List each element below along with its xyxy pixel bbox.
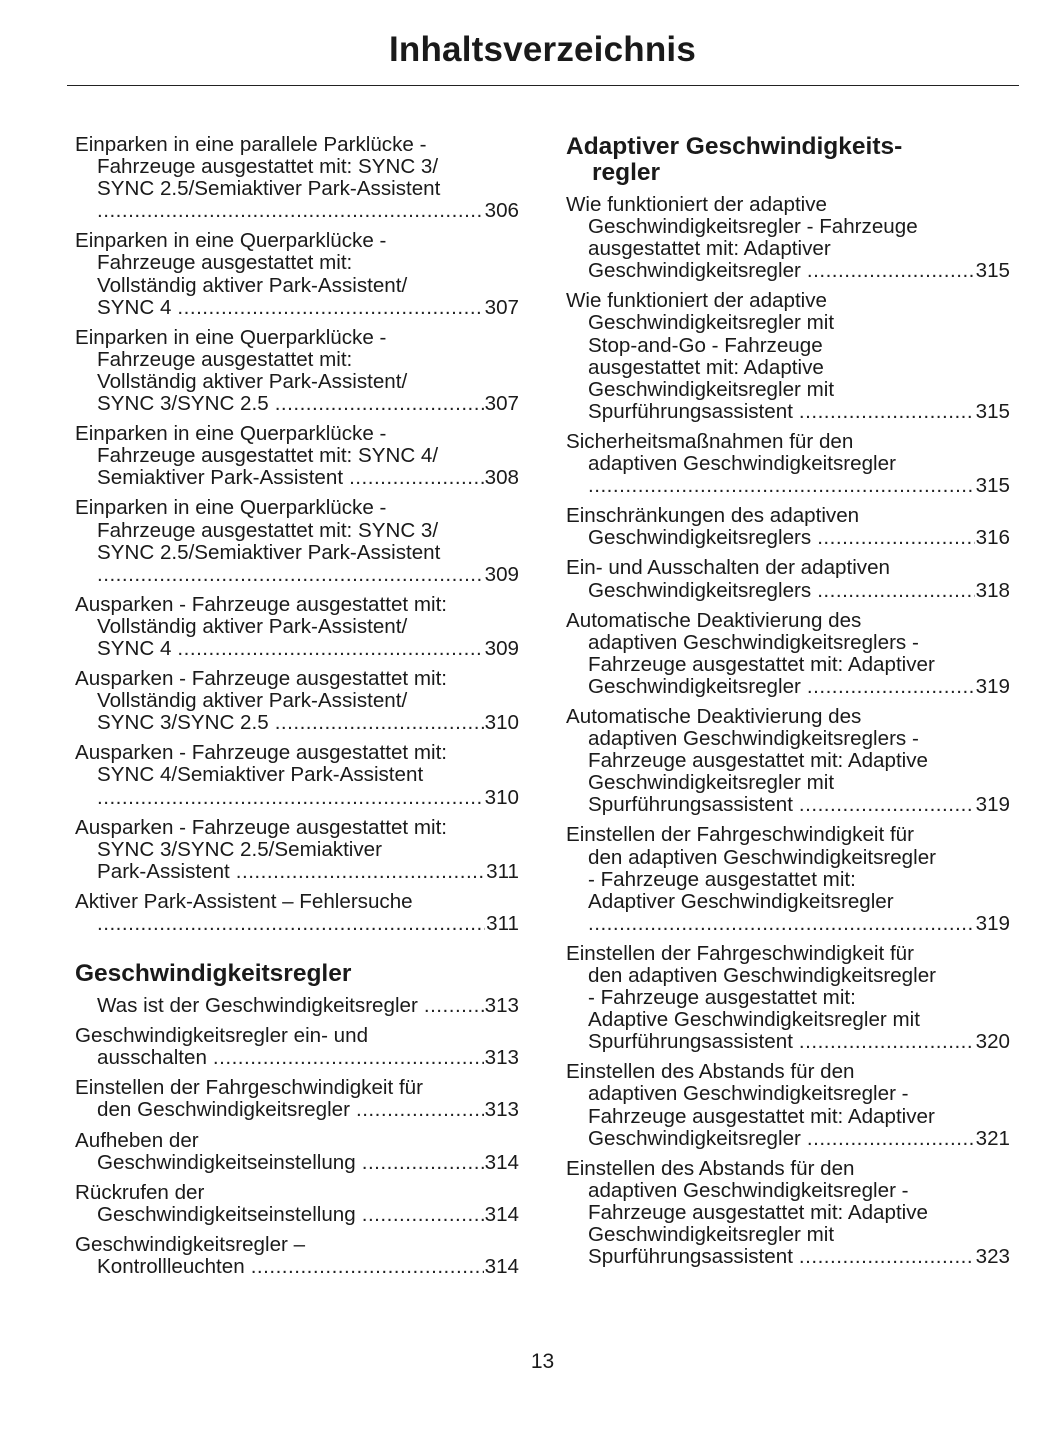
toc-entry-page-number: 315	[975, 474, 1010, 498]
toc-entry[interactable]	[75, 891, 519, 935]
toc-entry-text-line: Fahrzeuge ausgestattet mit: Adaptiver	[588, 1104, 935, 1128]
toc-entry[interactable]	[566, 431, 1010, 497]
dot-leader	[251, 1256, 484, 1278]
toc-entry[interactable]	[75, 497, 519, 585]
dot-leader	[97, 787, 484, 809]
toc-entry-page-number: 314	[484, 1202, 519, 1226]
dot-leader	[799, 1246, 975, 1268]
toc-entry-list-parking	[75, 134, 519, 935]
toc-entry-page-number: 321	[975, 1126, 1010, 1150]
toc-entry-text-line: Einstellen der Fahrgeschwindigkeit für	[75, 1076, 423, 1100]
toc-entry-text-line: Einparken in eine Querparklücke -	[75, 496, 387, 520]
page-number: 13	[530, 1350, 555, 1373]
toc-entry-text-line: Ausparken - Fahrzeuge ausgestattet mit:	[75, 815, 448, 839]
toc-entry[interactable]	[75, 594, 519, 660]
toc-entry-leader-line	[97, 467, 519, 489]
section-heading-adaptive-cruise-control	[566, 134, 1010, 186]
toc-entry-text-line: Sicherheitsmaßnahmen für den	[566, 429, 854, 453]
dot-leader	[236, 861, 485, 883]
toc-entry-page-number: 306	[484, 199, 519, 223]
toc-entry-text-line: SYNC 3/SYNC 2.5	[97, 392, 269, 416]
toc-entry-text-line: adaptiven Geschwindigkeitsregler -	[588, 1178, 909, 1202]
toc-entry-leader-line	[588, 913, 1010, 935]
toc-entry[interactable]	[566, 505, 1010, 549]
dot-leader	[799, 1031, 975, 1053]
toc-entry[interactable]	[75, 134, 519, 222]
toc-entry-page-number: 313	[484, 994, 519, 1018]
toc-entry-text-line: Einparken in eine Querparklücke -	[75, 229, 387, 253]
toc-entry-text-line: Ausparken - Fahrzeuge ausgestattet mit:	[75, 741, 448, 765]
toc-entry-leader-line	[97, 1152, 519, 1174]
toc-entry-text-line: Semiaktiver Park-Assistent	[97, 466, 344, 490]
toc-entry-page-number: 310	[484, 785, 519, 809]
toc-entry-text-line: Geschwindigkeitsregler mit	[588, 311, 835, 335]
toc-entry[interactable]	[566, 290, 1010, 423]
toc-entry-text-line: Spurführungsassistent	[588, 399, 793, 423]
toc-entry-leader-line	[588, 527, 1010, 549]
toc-entry-leader-line	[97, 297, 519, 319]
toc-entry-page-number: 310	[484, 711, 519, 735]
toc-entry-text-line: ausschalten	[97, 1046, 207, 1070]
toc-entry-page-number: 311	[486, 912, 519, 935]
dot-leader	[275, 393, 484, 415]
toc-entry-text-line: SYNC 3/SYNC 2.5/Semiaktiver	[97, 837, 382, 861]
toc-entry-text-line: Einstellen des Abstands für den	[566, 1156, 855, 1180]
toc-entry-text-line: SYNC 4	[97, 295, 172, 319]
toc-entry-text-line: Fahrzeuge ausgestattet mit: Adaptive	[588, 1200, 928, 1224]
toc-entry-leader-line	[588, 580, 1010, 602]
toc-entry-page-number: 319	[975, 674, 1010, 698]
dot-leader	[356, 1099, 484, 1121]
dot-leader	[807, 260, 975, 282]
toc-entry-text-line: SYNC 4/Semiaktiver Park-Assistent	[97, 763, 424, 787]
toc-entry-text-line: ausgestattet mit: Adaptive	[588, 355, 824, 379]
dot-leader	[349, 467, 484, 489]
toc-entry-list-adaptive-cruise-control	[566, 194, 1010, 1268]
toc-entry[interactable]	[75, 423, 519, 489]
toc-entry[interactable]	[566, 610, 1010, 698]
toc-entry[interactable]	[75, 327, 519, 415]
toc-entry-text-line: - Fahrzeuge ausgestattet mit:	[588, 986, 856, 1010]
dot-leader	[807, 1128, 975, 1150]
toc-entry[interactable]	[566, 706, 1010, 816]
toc-entry-text-line: Automatische Deaktivierung des	[566, 704, 862, 728]
toc-entry-text-line: Geschwindigkeitsregler mit	[588, 377, 835, 401]
toc-entry-text-line: Fahrzeuge ausgestattet mit: SYNC 4/	[97, 444, 439, 468]
toc-entry-page-number: 313	[484, 1046, 519, 1070]
toc-entry-text-line: SYNC 3/SYNC 2.5	[97, 711, 269, 735]
toc-entry-leader-line	[97, 787, 519, 809]
toc-entry-leader-line	[97, 1099, 519, 1121]
toc-entry-text-line: Geschwindigkeitsregler	[588, 259, 801, 283]
toc-entry-text-line: adaptiven Geschwindigkeitsregler -	[588, 1082, 909, 1106]
page-title: Inhaltsverzeichnis	[388, 30, 697, 69]
toc-entry[interactable]	[75, 668, 519, 734]
toc-entry-leader-line	[97, 200, 519, 222]
toc-entry-leader-line	[588, 1031, 1010, 1053]
toc-entry-page-number: 315	[975, 399, 1010, 423]
toc-entry-text-line: Geschwindigkeitsregler - Fahrzeuge	[588, 215, 918, 239]
dot-leader	[588, 475, 975, 497]
toc-entry-text-line: Einparken in eine Querparklücke -	[75, 325, 387, 349]
toc-entry[interactable]	[75, 1182, 519, 1226]
toc-entry-text-line: Vollständig aktiver Park-Assistent/	[97, 689, 408, 713]
toc-entry-text-line: Ausparken - Fahrzeuge ausgestattet mit:	[75, 592, 448, 616]
toc-entry-text-line: Spurführungsassistent	[588, 1245, 793, 1269]
toc-entry-text-line: Adaptive Geschwindigkeitsregler mit	[588, 1008, 920, 1032]
toc-entry-text-line: Geschwindigkeitseinstellung	[97, 1150, 356, 1174]
toc-entry-text-line: Geschwindigkeitsreglers	[588, 578, 812, 602]
toc-entry-text-line: Ein- und Ausschalten der adaptiven	[566, 556, 890, 580]
toc-entry[interactable]	[75, 995, 519, 1017]
toc-entry-list-cruise-control	[75, 995, 519, 1278]
toc-entry-text-line: Aufheben der	[75, 1128, 199, 1152]
dot-leader	[362, 1204, 484, 1226]
toc-entry[interactable]	[566, 1158, 1010, 1268]
toc-entry-leader-line	[97, 913, 519, 935]
toc-entry-leader-line	[97, 861, 519, 883]
toc-entry-text-line: Geschwindigkeitsreglers	[588, 526, 812, 550]
dot-leader	[807, 676, 975, 698]
toc-entry-leader-line	[588, 401, 1010, 423]
toc-entry[interactable]	[75, 1025, 519, 1069]
toc-entry-page-number: 314	[484, 1150, 519, 1174]
toc-entry-text-line: Stop-and-Go - Fahrzeuge	[588, 333, 823, 357]
toc-entry-leader-line	[588, 1246, 1010, 1268]
toc-entry-text-line: Geschwindigkeitseinstellung	[97, 1202, 356, 1226]
toc-entry-text-line: Wie funktioniert der adaptive	[566, 289, 827, 313]
toc-entry-text-line: Wie funktioniert der adaptive	[566, 193, 827, 216]
dot-leader	[177, 638, 483, 660]
toc-entry-text-line: Ausparken - Fahrzeuge ausgestattet mit:	[75, 667, 448, 691]
toc-entry-text-line: Fahrzeuge ausgestattet mit:	[97, 251, 353, 275]
toc-entry-page-number: 307	[484, 295, 519, 319]
toc-entry[interactable]	[566, 1061, 1010, 1149]
toc-entry-leader-line	[97, 564, 519, 586]
toc-entry-page-number: 314	[484, 1255, 519, 1279]
toc-entry-text-line: Was ist der Geschwindigkeitsregler	[97, 994, 418, 1018]
toc-entry-page-number: 315	[975, 259, 1010, 283]
toc-entry-text-line: Fahrzeuge ausgestattet mit: Adaptive	[588, 749, 928, 773]
toc-entry-text-line: SYNC 2.5/Semiaktiver Park-Assistent	[97, 177, 441, 201]
toc-entry-text-line: Geschwindigkeitsregler mit	[588, 771, 835, 795]
section-heading-cruise-control: Geschwindigkeitsregler	[75, 960, 352, 988]
dot-leader	[424, 995, 484, 1017]
toc-entry-text-line: Einschränkungen des adaptiven	[566, 504, 860, 528]
toc-entry-page-number: 313	[484, 1098, 519, 1122]
dot-leader	[97, 200, 484, 222]
toc-entry-page-number: 311	[486, 859, 519, 883]
toc-entry-text-line: den Geschwindigkeitsregler	[97, 1098, 350, 1122]
toc-entry-page-number: 308	[484, 466, 519, 490]
toc-entry-leader-line	[588, 260, 1010, 282]
dot-leader	[213, 1047, 484, 1069]
toc-entry-text-line: Vollständig aktiver Park-Assistent/	[97, 273, 408, 297]
toc-entry-page-number: 316	[975, 526, 1010, 550]
toc-entry-leader-line	[97, 638, 519, 660]
dot-leader	[588, 913, 975, 935]
toc-entry-leader-line	[588, 676, 1010, 698]
toc-entry-text-line: den adaptiven Geschwindigkeitsregler	[588, 964, 937, 987]
toc-entry-text-line: Fahrzeuge ausgestattet mit: SYNC 3/	[97, 518, 439, 542]
toc-entry-text-line: Geschwindigkeitsregler –	[75, 1232, 306, 1256]
toc-entry-leader-line	[588, 794, 1010, 816]
toc-entry-text-line: Einparken in eine Querparklücke -	[75, 422, 387, 446]
toc-entry-text-line: - Fahrzeuge ausgestattet mit:	[588, 867, 856, 891]
toc-entry-text-line: Geschwindigkeitsregler	[588, 1126, 801, 1150]
toc-entry[interactable]	[75, 1077, 519, 1121]
toc-entry-text-line: Park-Assistent	[97, 859, 230, 883]
dot-leader	[275, 712, 484, 734]
toc-entry[interactable]	[566, 943, 1010, 1053]
toc-entry-leader-line	[97, 1204, 519, 1226]
toc-entry-leader-line	[97, 1256, 519, 1278]
dot-leader	[362, 1152, 484, 1174]
toc-entry-page-number: 323	[975, 1245, 1010, 1269]
toc-entry[interactable]	[566, 824, 1010, 934]
toc-entry-text-line: Geschwindigkeitsregler	[588, 674, 801, 698]
toc-entry[interactable]	[75, 817, 519, 883]
toc-entry-text-line: Vollständig aktiver Park-Assistent/	[97, 614, 408, 638]
toc-entry-leader-line	[588, 475, 1010, 497]
toc-entry-page-number: 319	[975, 911, 1010, 935]
toc-entry-page-number: 319	[975, 793, 1010, 817]
dot-leader	[817, 580, 974, 602]
title-divider	[67, 85, 1019, 86]
toc-entry-leader-line	[97, 712, 519, 734]
toc-entry-text-line: Einstellen des Abstands für den	[566, 1060, 855, 1084]
toc-left-column	[75, 134, 519, 1286]
toc-entry-text-line: Fahrzeuge ausgestattet mit: Adaptiver	[588, 652, 935, 676]
toc-entry[interactable]	[75, 742, 519, 808]
toc-entry-leader-line	[588, 1128, 1010, 1150]
toc-entry-text-line: Geschwindigkeitsregler ein- und	[75, 1024, 369, 1048]
toc-entry-text-line: Spurführungsassistent	[588, 1030, 793, 1054]
toc-entry-text-line: Fahrzeuge ausgestattet mit:	[97, 347, 353, 371]
toc-entry-text-line: den adaptiven Geschwindigkeitsregler	[588, 845, 937, 869]
toc-entry-text-line: Spurführungsassistent	[588, 793, 793, 817]
toc-entry-text-line: adaptiven Geschwindigkeitsreglers -	[588, 727, 919, 751]
toc-entry[interactable]	[566, 557, 1010, 601]
toc-entry-text-line: Automatische Deaktivierung des	[566, 608, 862, 632]
toc-entry-page-number: 318	[975, 578, 1010, 602]
section-heading-line1: Adaptiver Geschwindigkeits-	[566, 133, 903, 160]
dot-leader	[97, 913, 485, 935]
toc-entry[interactable]	[75, 1234, 519, 1278]
toc-entry[interactable]	[566, 194, 1010, 282]
dot-leader	[177, 297, 483, 319]
toc-entry-page-number: 309	[484, 636, 519, 660]
toc-entry-page-number: 320	[975, 1030, 1010, 1054]
toc-entry-text-line: ausgestattet mit: Adaptiver	[588, 237, 831, 261]
toc-entry-text-line: adaptiven Geschwindigkeitsreglers -	[588, 630, 919, 654]
toc-entry-text-line: adaptiven Geschwindigkeitsregler	[588, 452, 896, 476]
toc-right-column	[566, 134, 1010, 1276]
toc-entry[interactable]	[75, 230, 519, 318]
toc-entry-text-line: Vollständig aktiver Park-Assistent/	[97, 369, 408, 393]
dot-leader	[97, 564, 484, 586]
dot-leader	[817, 527, 974, 549]
toc-entry-text-line: Einstellen der Fahrgeschwindigkeit für	[566, 941, 914, 965]
toc-entry-text-line: Einstellen der Fahrgeschwindigkeit für	[566, 823, 914, 847]
dot-leader	[799, 401, 975, 423]
toc-entry-text-line: Rückrufen der	[75, 1180, 205, 1204]
toc-entry-text-line: Einparken in eine parallele Parklücke -	[75, 133, 427, 156]
toc-entry[interactable]	[75, 1130, 519, 1174]
toc-entry-text-line: Kontrollleuchten	[97, 1255, 245, 1279]
toc-entry-leader-line	[97, 995, 519, 1017]
toc-entry-text-line: Aktiver Park-Assistent – Fehlersuche	[75, 889, 413, 913]
section-heading-line2: regler	[592, 159, 661, 186]
toc-entry-text-line: SYNC 2.5/Semiaktiver Park-Assistent	[97, 540, 441, 564]
dot-leader	[799, 794, 975, 816]
toc-entry-leader-line	[97, 1047, 519, 1069]
toc-entry-page-number: 307	[484, 392, 519, 416]
toc-entry-text-line: Geschwindigkeitsregler mit	[588, 1223, 835, 1247]
toc-entry-page-number: 309	[484, 562, 519, 586]
toc-entry-text-line: Adaptiver Geschwindigkeitsregler	[588, 889, 894, 913]
toc-entry-leader-line	[97, 393, 519, 415]
toc-entry-text-line: SYNC 4	[97, 636, 172, 660]
toc-entry-text-line: Fahrzeuge ausgestattet mit: SYNC 3/	[97, 155, 439, 179]
